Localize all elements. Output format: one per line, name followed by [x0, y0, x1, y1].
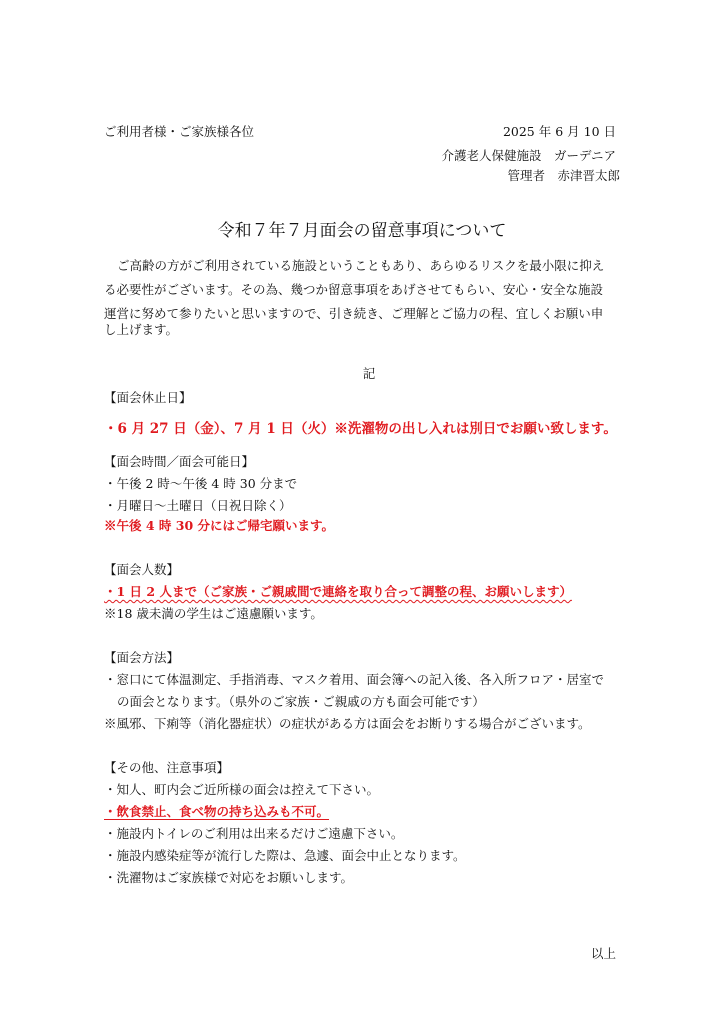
hours-time: ・午後 2 時〜午後 4 時 30 分まで	[104, 476, 298, 491]
other-item-1: ・知人、町内会ご近所様の面会は控えて下さい。	[104, 782, 380, 797]
intro-line-3: 運営に努めて参りたいと思いますので、引き続き、ご理解とご協力の程、宜しくお願い申	[104, 306, 604, 321]
hours-days: ・月曜日〜土曜日（日祝日除く）	[104, 498, 292, 513]
facility-name: 介護老人保健施設 ガーデニア	[441, 148, 616, 163]
other-item-3: ・施設内トイレのご利用は出来るだけご遠慮下さい。	[104, 826, 404, 841]
manager-name: 管理者 赤津晋太郎	[507, 168, 620, 183]
other-item-2: ・飲食禁止、食べ物の持ち込みも不可。	[104, 804, 330, 819]
page-title: 令和７年７月面会の留意事項について	[217, 221, 507, 241]
section-heading-hours: 【面会時間／面会可能日】	[104, 454, 255, 469]
closing-mark: 以上	[590, 946, 616, 961]
intro-line-1: ご高齢の方がご利用されている施設ということもあり、あらゆるリスクを最小限に抑え	[117, 258, 605, 273]
recipient-line: ご利用者様・ご家族様各位	[104, 124, 255, 139]
section-heading-closed: 【面会休止日】	[104, 390, 192, 405]
other-item-5: ・洗濯物はご家族様で対応をお願いします。	[104, 870, 354, 885]
section-heading-people: 【面会人数】	[104, 562, 180, 577]
method-note: ※風邪、下痢等（消化器症状）の症状がある方は面会をお断りする場合がございます。	[104, 716, 591, 731]
intro-line-4: し上げます。	[104, 322, 179, 337]
ki-mark: 記	[362, 366, 376, 381]
method-line-2: の面会となります。（県外のご家族・ご親戚の方も面会可能です）	[117, 694, 485, 709]
section-heading-other: 【その他、注意事項】	[104, 760, 230, 775]
hours-note: ※午後 4 時 30 分にはご帰宅願います。	[104, 518, 335, 533]
other-item-4: ・施設内感染症等が流行した際は、急遽、面会中止となります。	[104, 848, 466, 863]
closed-days-line: ・6 月 27 日（金）、7 月 1 日（火）※洗濯物の出し入れは別日でお願い致します。	[104, 421, 617, 437]
method-line-1: ・窓口にて体温測定、手指消毒、マスク着用、面会簿への記入後、各入所フロア・居室で	[104, 672, 605, 687]
intro-line-2: る必要性がございます。その為、幾つか留意事項をあげさせてもらい、安心・安全な施設	[104, 282, 604, 297]
section-heading-method: 【面会方法】	[104, 650, 180, 665]
people-note: ※18 歳未満の学生はご遠慮願います。	[104, 606, 323, 621]
people-limit-line: ・1 日 2 人まで（ご家族・ご親戚間で連絡を取り合って調整の程、お願いします）	[104, 584, 572, 599]
issue-date: 2025 年 6 月 10 日	[502, 124, 616, 139]
